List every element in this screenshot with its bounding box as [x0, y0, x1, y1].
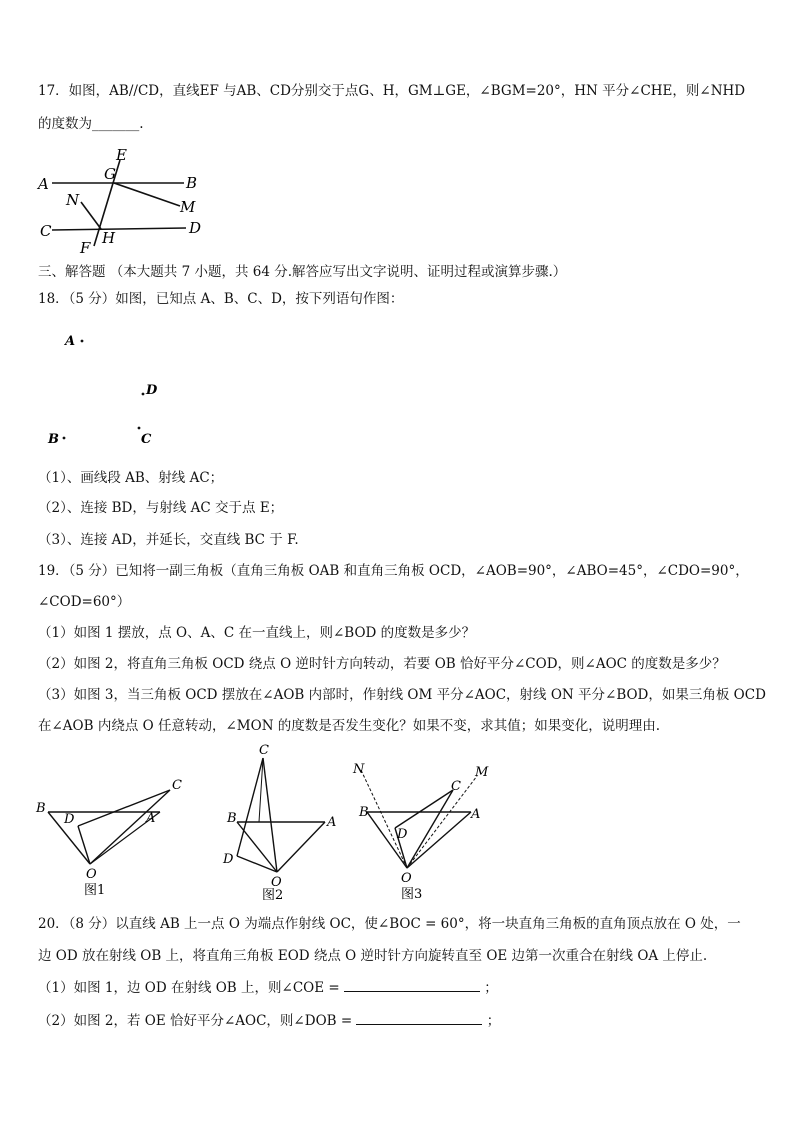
label-B: B	[186, 174, 198, 192]
q17-line2: 的度数为_______.	[38, 116, 144, 132]
fig19-1-diagram	[30, 772, 200, 900]
fig2-caption: 图2	[262, 888, 284, 900]
q20-part2-row	[38, 1012, 500, 1029]
fig3-caption: 图3	[401, 887, 423, 902]
fig1-A: A	[146, 811, 156, 826]
fig3-D: D	[397, 827, 408, 842]
q19-part2: （2）如图 2，将直角三角板 OCD 绕点 O 逆时针方向转动，若要 OB 恰好平分∠COD，则∠AOC 的度数是多少？	[38, 656, 726, 672]
q19-line2: ∠COD=60°）	[38, 594, 131, 610]
fig1-caption: 图1	[84, 883, 106, 898]
q20-line1: 20．（8 分）以直线 AB 上一点 O 为端点作射线 OC，使∠BOC = 60°，将一块直角三角板的直角顶点放在 O 处，一	[38, 916, 741, 932]
label-M: M	[180, 198, 196, 216]
point-B-label: B	[48, 432, 59, 447]
ray-gm	[114, 183, 180, 206]
q18-step3: （3）、连接 AD，并延长，交直线 BC 于 F.	[38, 532, 299, 548]
answer-blank-1[interactable]	[344, 979, 480, 992]
label-E: E	[116, 146, 127, 164]
q19-part3a: （3）如图 3，当三角板 OCD 摆放在∠AOB 内部时，作射线 OM 平分∠AOC，射线 ON 平分∠BOD，如果三角板 OCD	[38, 687, 766, 703]
q19-line1: 19．（5 分）已知将一副三角板（直角三角板 OAB 和直角三角板 OCD，∠AOB=90°，∠ABO=45°，∠CDO=90°，	[38, 563, 749, 579]
fig18-points-diagram	[40, 325, 180, 455]
point-B	[63, 437, 66, 440]
fig3-C: C	[451, 779, 461, 794]
label-C: C	[40, 222, 52, 240]
ray-hn	[81, 202, 101, 229]
fig1-O: O	[86, 867, 97, 882]
fig1-D: D	[64, 812, 75, 827]
q20-part1: （1）如图 1，边 OD 在射线 OB 上，则∠COE =	[38, 980, 340, 996]
q18-step1: （1）、画线段 AB、射线 AC；	[38, 470, 224, 486]
fig2-D: D	[223, 852, 234, 867]
q17-line1: 17．如图，AB//CD，直线EF 与AB、CD分别交于点G、H，GM⊥GE，∠BGM=20°，HN 平分∠CHE，则∠NHD	[38, 83, 746, 99]
q19-part3b: 在∠AOB 内绕点 O 任意转动，∠MON 的度数是否发生变化？如果不变，求其值；如果变化，说明理由.	[38, 718, 661, 734]
fig3-B: B	[359, 805, 369, 820]
fig3-M: M	[475, 765, 489, 780]
section-heading: 三、解答题 （本大题共 7 小题，共 64 分.解答应写出文字说明、证明过程或演算步骤.）	[38, 264, 567, 280]
line-cd	[52, 228, 186, 230]
fig1-C: C	[172, 778, 182, 793]
point-D	[142, 393, 145, 396]
label-N: N	[66, 191, 80, 209]
fig2-A: A	[327, 815, 337, 830]
q18-step2: （2）、连接 BD，与射线 AC 交于点 E；	[38, 500, 284, 516]
label-F: F	[80, 239, 91, 257]
label-G: G	[104, 165, 116, 183]
point-A-label: A	[65, 334, 76, 349]
fig3-O: O	[401, 871, 412, 886]
q20-part2-end: ；	[486, 1013, 501, 1029]
fig2-B: B	[227, 811, 237, 826]
fig1-B: B	[36, 801, 46, 816]
fig2-O: O	[271, 875, 282, 890]
point-D-label: D	[146, 383, 158, 398]
fig3-A: A	[471, 807, 481, 822]
fig19-3-diagram	[345, 760, 495, 902]
fig2-C: C	[259, 743, 269, 758]
q20-part2: （2）如图 2，若 OE 恰好平分∠AOC，则∠DOB =	[38, 1013, 353, 1029]
q19-part1: （1）如图 1 摆放，点 O、A、C 在一直线上，则∠BOD 的度数是多少？	[38, 625, 476, 641]
q20-part1-row	[38, 979, 498, 996]
point-A	[81, 340, 84, 343]
label-H: H	[102, 229, 116, 247]
point-C-label: C	[141, 432, 152, 447]
fig19-2-diagram	[215, 740, 345, 900]
q20-part1-end: ；	[484, 980, 498, 996]
q20-line2: 边 OD 放在射线 OB 上，将直角三角板 EOD 绕点 O 逆时针方向旋转直至 OE 边第一次重合在射线 OA 上停止.	[38, 948, 708, 964]
label-D: D	[189, 219, 202, 237]
fig17-parallel-lines-diagram	[34, 142, 214, 257]
point-C	[138, 427, 141, 430]
answer-blank-2[interactable]	[356, 1012, 482, 1025]
q18-intro: 18．（5 分）如图，已知点 A、B、C、D，按下列语句作图：	[38, 291, 404, 307]
fig3-N: N	[353, 762, 365, 777]
label-A: A	[38, 175, 49, 193]
